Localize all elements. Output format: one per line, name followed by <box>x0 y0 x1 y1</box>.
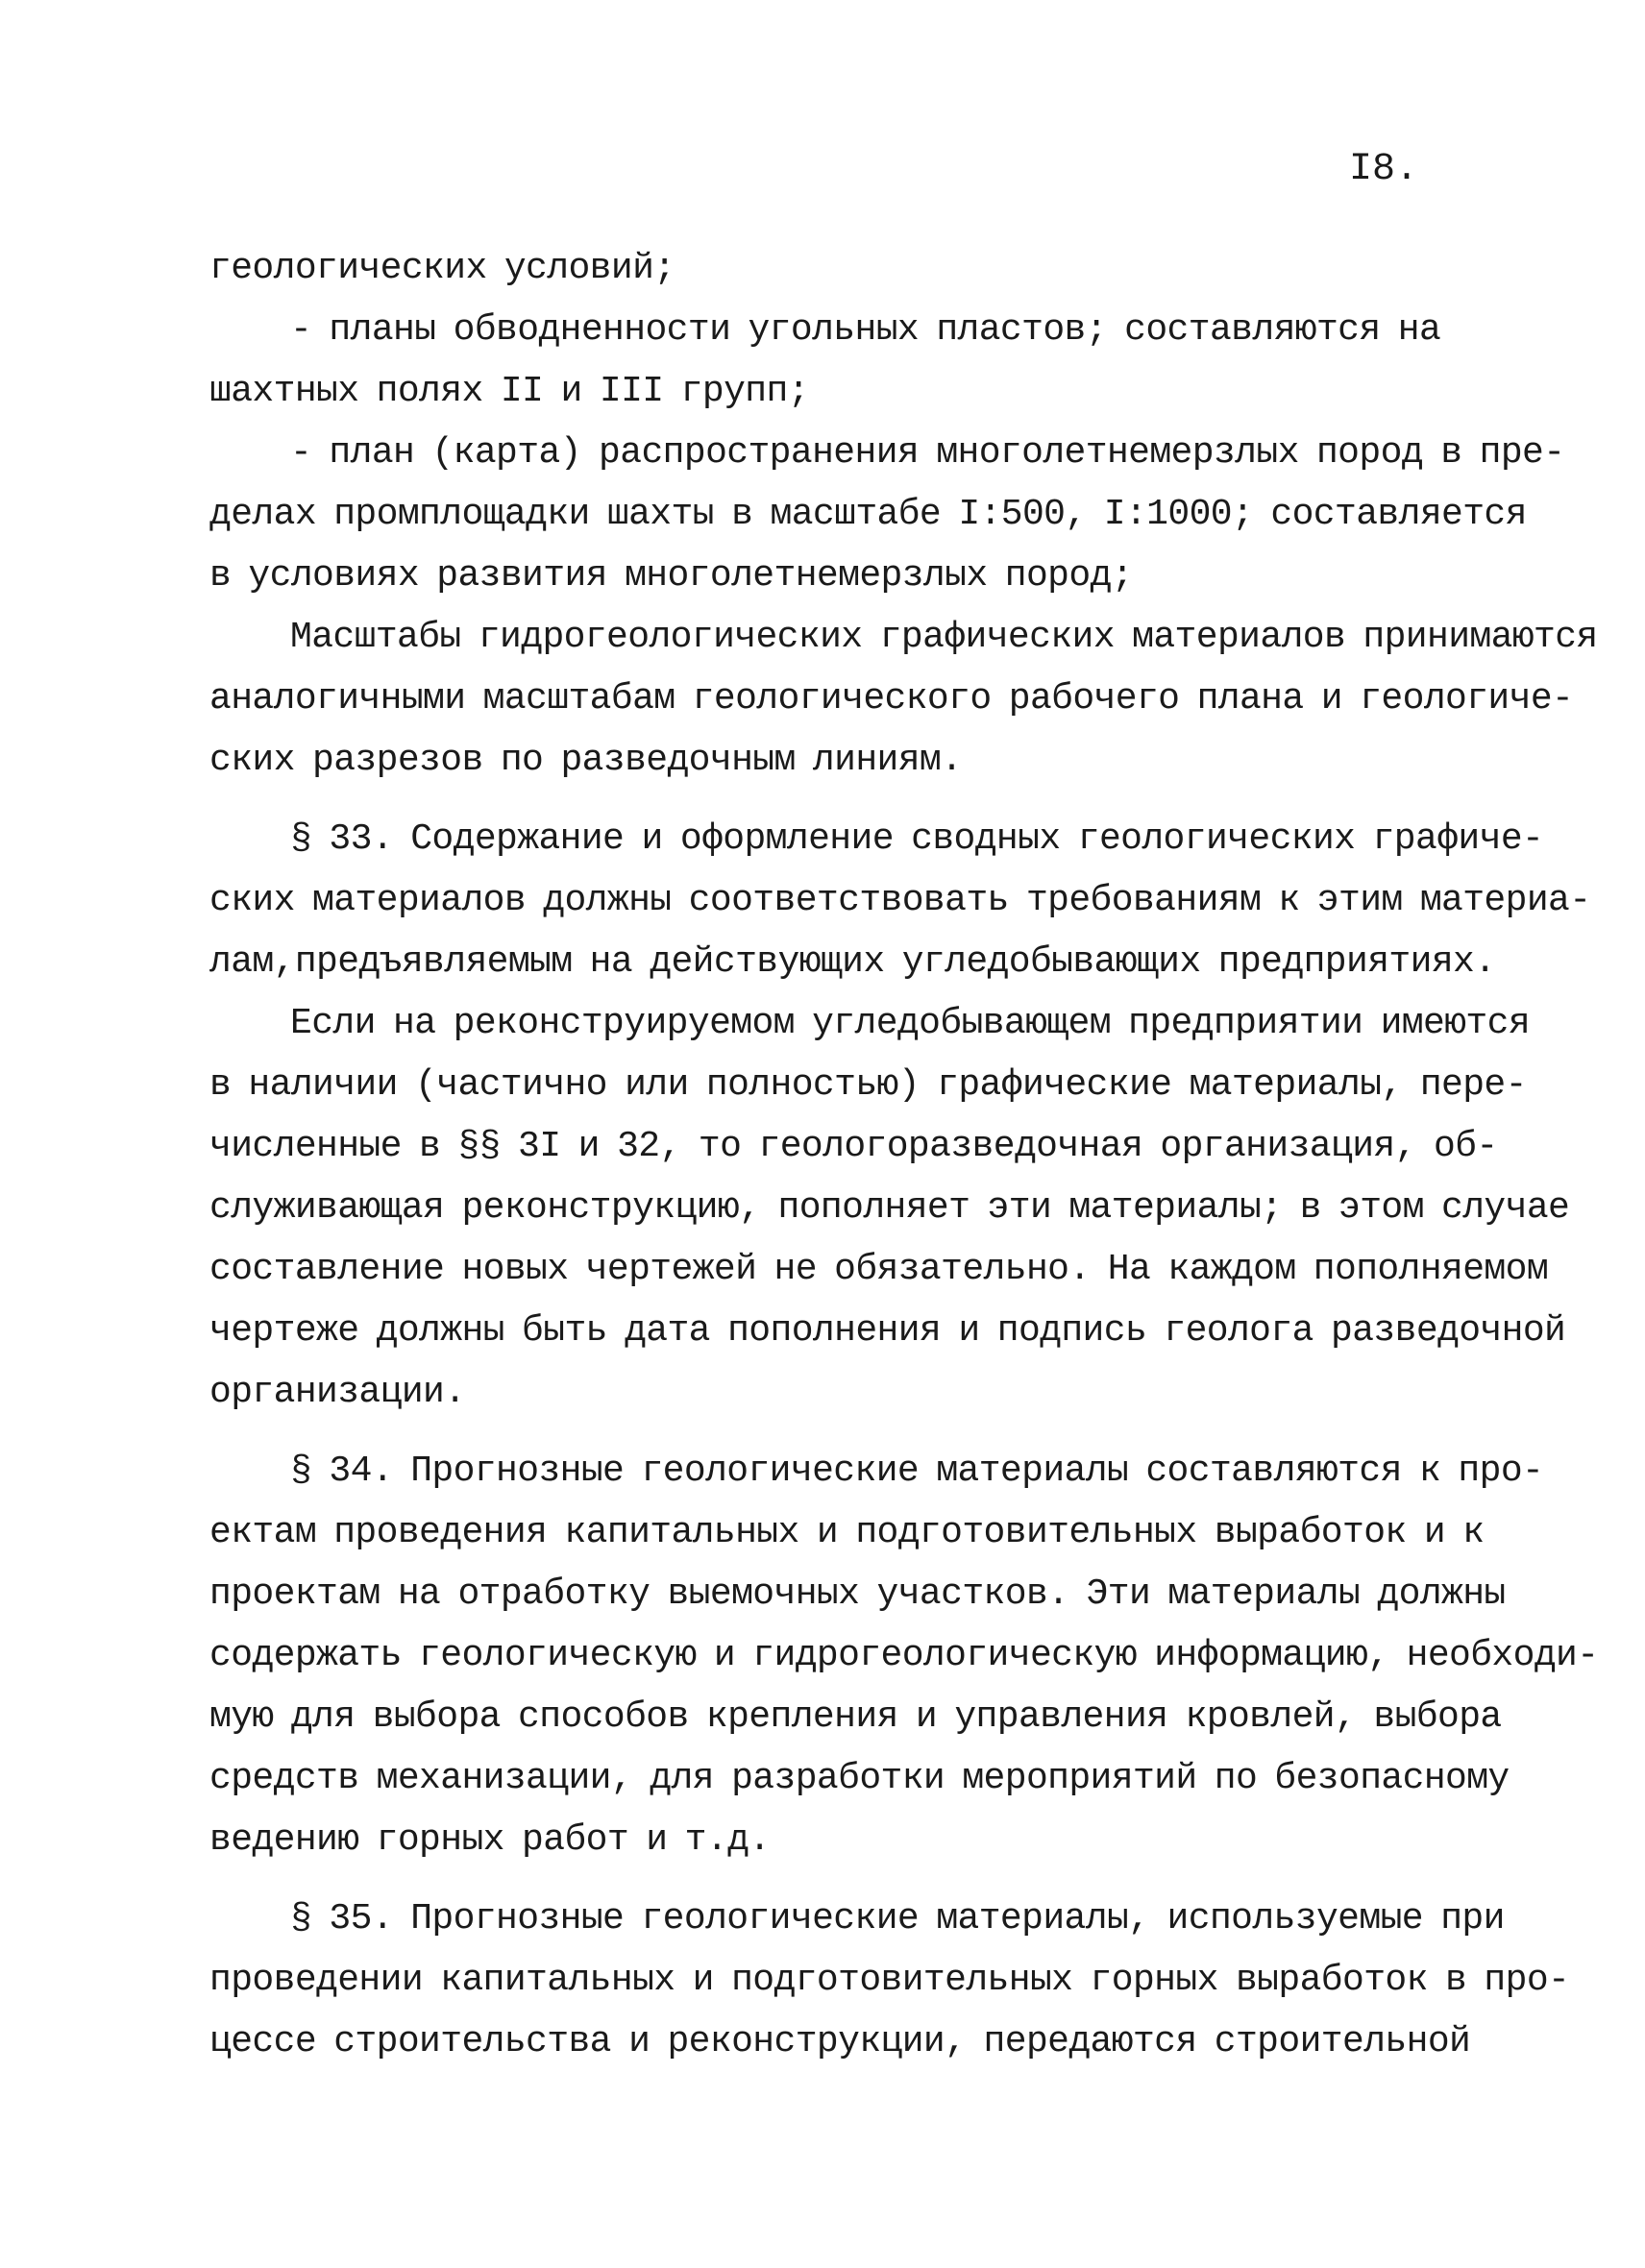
paragraph-gap <box>209 1424 1459 1441</box>
text-line: аналогичными масштабам геологического рабочего плана и геологиче- <box>209 678 1574 719</box>
text-line: средств механизации, для разработки мероприятий по безопасному <box>209 1758 1510 1799</box>
text-line: цессе строительства и реконструкции, передаются строительной <box>209 2021 1471 2062</box>
paragraph-reconstruction: Если на реконструируемом угледобывающем предприятии имеются <box>290 1003 1531 1044</box>
text-line: численные в §§ 3I и 32, то геологоразведочная организация, об- <box>209 1126 1498 1167</box>
text-line: составление новых чертежей не обязательно. На каждом пополняемом <box>209 1249 1549 1290</box>
text-line: ектам проведения капитальных и подготовительных выработок и к <box>209 1512 1485 1553</box>
text-line: ведению горных работ и т.д. <box>209 1819 771 1861</box>
text-line: проектам на отработку выемочных участков. Эти материалы должны <box>209 1573 1506 1615</box>
text-line: в наличии (частично или полностью) графические материалы, пере- <box>209 1064 1527 1106</box>
paragraph-scales: Масштабы гидрогеологических графических материалов принимаются <box>290 617 1598 658</box>
list-item-permafrost-plan: - план (карта) распространения многолетнемерзлых пород в пре- <box>290 432 1565 474</box>
text-line: содержать геологическую и гидрогеологическую информацию, необходи- <box>209 1635 1599 1676</box>
paragraph-gap <box>209 792 1459 809</box>
list-item-waterlogging-plans: - планы обводненности угольных пластов; составляются на <box>290 309 1441 351</box>
body-text <box>209 238 1599 2073</box>
text-line: служивающая реконструкцию, пополняет эти материалы; в этом случае <box>209 1187 1570 1229</box>
text-line: лам,предъявляемым на действующих угледобывающих предприятиях. <box>209 941 1496 983</box>
text-line: геологических условий; <box>209 248 675 289</box>
page-number: I8. <box>1349 148 1419 191</box>
paragraph-gap <box>209 1871 1459 1889</box>
text-line: в условиях развития многолетнемерзлых пород; <box>209 555 1133 597</box>
section-33: § 33. Содержание и оформление сводных геологических графиче- <box>290 818 1544 860</box>
text-line: проведении капитальных и подготовительных горных выработок в про- <box>209 1960 1570 2001</box>
text-line: ских материалов должны соответствовать требованиям к этим материа- <box>209 880 1591 921</box>
text-line: ских разрезов по разведочным линиям. <box>209 740 963 781</box>
section-34: § 34. Прогнозные геологические материалы составляются к про- <box>290 1451 1544 1492</box>
section-35: § 35. Прогнозные геологические материалы, используемые при <box>290 1898 1505 1939</box>
text-line: шахтных полях II и III групп; <box>209 371 809 412</box>
text-line: мую для выбора способов крепления и управления кровлей, выбора <box>209 1696 1502 1738</box>
text-line: чертеже должны быть дата пополнения и подпись геолога разведочной <box>209 1310 1566 1352</box>
text-line: организации. <box>209 1372 466 1413</box>
text-line: делах промплощадки шахты в масштабе I:500, I:1000; составляется <box>209 494 1527 535</box>
